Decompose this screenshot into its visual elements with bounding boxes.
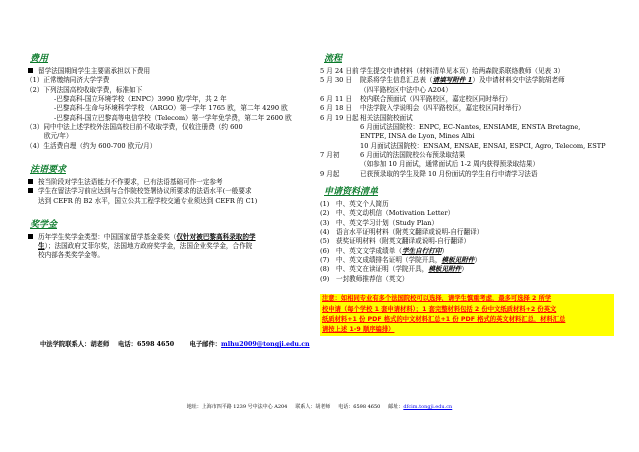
process-text: 校内联合预面试（四平路校区，嘉定校区同时举行） — [360, 94, 512, 103]
fees-item: -巴黎高科-国立巴黎高等电信学校（Telecom）第一学年免学费，第二年 2600 欧 — [54, 113, 292, 122]
materials-item: (8) 中、英文在读证明（学院开具，模板见附件） — [320, 265, 468, 274]
process-text: 6 月面试的法国院校公布预录取结果 — [360, 151, 466, 160]
scholarship-bullet: 历年学生奖学金类型：中国国家留学基金委奖（仅针对被巴黎高科录取的学 — [26, 233, 308, 242]
process-date: 5 月 24 日前 — [320, 66, 359, 75]
process-text: 10 月面试法国院校：ENSAM, ENSAE, ENSAI, ESPCI, Agro, Telecom, ESTP — [360, 141, 606, 150]
materials-item: (7) 中、英文成绩排名证明（学院开具，模板见附件） — [320, 256, 482, 265]
process-row — [320, 132, 616, 141]
footer-mail-link[interactable]: dfcim.tongji.edu.cn — [403, 404, 453, 410]
process-row — [320, 67, 616, 76]
process-date: 6 月 18 日 — [320, 104, 353, 113]
note-line: 校申请（每个学校 1 套申请材料）；1 套完整材料包括 2 份中文纸质材料+2 份英文 — [322, 305, 557, 313]
process-date — [320, 86, 360, 95]
process-text: （四平路校区中法中心 A204） — [360, 85, 452, 94]
right-column — [320, 54, 616, 336]
process-date: 6 月 19 日起 — [320, 113, 359, 122]
process-row — [320, 142, 616, 151]
process-date — [320, 123, 360, 132]
footer-mail-label: 邮址： — [388, 404, 404, 410]
process-text: 学生提交申请材料（材料清单见本页）给两森院系联络教师（见表 3） — [360, 66, 565, 75]
contact-email-link[interactable]: mlhu2009@tongji.edu.cn — [221, 341, 310, 348]
scholarship-heading: 奖学金 — [30, 219, 58, 230]
process-date: 5 月 30 日 — [320, 76, 353, 85]
language-bullet-2-cont: 达到 CEFR 的 B2 水平，国立公共工程学校交通专业须达到 CEFR 的 C1) — [38, 196, 258, 205]
process-row — [320, 76, 616, 85]
note-line: 纸质材料+1 份 PDF 格式的中文材料汇总+1 份 PDF 格式的英文材料汇总，材料汇总 — [322, 315, 566, 323]
left-column — [26, 54, 308, 261]
fees-item: 欧元/年） — [44, 132, 73, 141]
materials-item: (5) 获奖证明材料（附英文翻译或说明-自行翻译） — [320, 237, 471, 246]
contact-email-label: 电子邮件： — [189, 341, 222, 348]
bullet-icon — [28, 188, 33, 193]
process-row — [320, 170, 616, 179]
process-text: 中法学院入学说明会（四平路校区，嘉定校区同时举行） — [360, 104, 525, 113]
scholarship-bullet-cont: 生）；法国政府艾菲尔奖，法国地方政府奖学金，法国企业奖学金，合作院 — [38, 242, 253, 251]
process-row — [320, 123, 616, 132]
process-text: 院系将学生信息汇总表（请填写附件 1）及申请材料交中法学院胡老师 — [360, 76, 565, 85]
fees-intro: 留学法国期间学生主要需承担以下费用 — [26, 67, 308, 76]
process-row — [320, 160, 616, 169]
fees-item: （4）生活费自理（约为 600-700 欧元/月） — [26, 141, 157, 150]
fees-item: -巴黎高科-生命与环境科学学校 （ARGO）第一学年 1765 欧，第二年 4290 欧 — [54, 104, 288, 113]
note-box — [320, 294, 614, 336]
fees-item: -巴黎高科-国立环境学校（ENPC）3990 欧/学年，共 2 年 — [54, 94, 227, 103]
fees-item: （1）正常缴纳同济大学学费 — [26, 76, 110, 85]
process-date — [320, 132, 360, 141]
fees-item: （2）下列法国高校收取学费，标准如下 — [26, 85, 143, 94]
process-row — [320, 104, 616, 113]
footer-phone: 电话：6598 4650 — [338, 404, 381, 410]
process-date: 7 月初 — [320, 151, 340, 160]
footer — [0, 404, 639, 411]
process-heading: 流程 — [324, 54, 343, 64]
process-date — [320, 142, 360, 151]
footer-address: 地址：上海市四平路 1239 号中法中心 A204 — [186, 404, 288, 410]
materials-item: (6) 中、英文文学成绩单（学生自行打印） — [320, 246, 449, 255]
contact-line — [40, 341, 310, 350]
process-text: 已获预录取的学生及降 10 月份面试的学生自行申请学习法语 — [360, 169, 538, 178]
process-row — [320, 114, 616, 123]
process-text: ENTPE, INSA de Lyon, Mines Albi — [360, 132, 475, 141]
contact-phone-label: 电话： — [118, 341, 137, 348]
process-text: 6 月面试法国院校：ENPC, EC-Nantes, ENSIAME, ENSTA Bretagne, — [360, 122, 581, 131]
process-list — [320, 67, 616, 179]
fees-heading: 费用 — [30, 54, 49, 64]
materials-item: (3) 中、英文学习计划（Study Plan） — [320, 218, 439, 227]
materials-item: (9) 一封教师推荐信（英文） — [320, 274, 409, 283]
scholarship-bullet-cont2: 校内部各类奖学金等。 — [38, 251, 104, 260]
materials-item: (4) 语言水平证明材料（附英文翻译或说明-自行翻译） — [320, 227, 484, 236]
materials-heading: 申请资料清单 — [324, 187, 379, 198]
note-line: 注意：如相同专业有多个法国院校可以选择，请学生慎重考虑，最多可选择 2 所学 — [322, 295, 552, 303]
fees-item: （3）同中中法上述学校外法国高校目前不收取学费，仅收注册费（约 600 — [26, 122, 243, 131]
note-line: 请按上述 1-9 顺序编排） — [322, 326, 395, 334]
process-row — [320, 151, 616, 160]
contact-phone: 6598 4650 — [136, 341, 175, 348]
materials-list — [320, 200, 616, 284]
footer-person: 联系人：胡老师 — [295, 404, 331, 410]
language-bullet-1: 按当阶段对学生法语能力不作要求，已有法语基础可作一定参考 — [26, 178, 308, 187]
process-date — [320, 160, 360, 169]
process-row — [320, 86, 616, 95]
process-text: （如参加 10 月面试，通常面试后 1-2 周内获得预录取结果） — [360, 160, 540, 169]
contact-person: 中法学院联系人：胡老师 — [40, 341, 110, 348]
language-bullet-2: 学生在留法学习前应达到与合作院校签署协议所要求的法语水平(一般要求 — [26, 187, 308, 196]
bullet-icon — [28, 234, 33, 239]
materials-item: (1) 中、英文个人简历 — [320, 199, 389, 208]
process-date: 6 月 11 日 — [320, 94, 353, 103]
materials-item: (2) 中、英文动机信（Motivation Letter） — [320, 209, 455, 218]
process-date: 9 月起 — [320, 169, 340, 178]
language-heading: 法语要求 — [30, 165, 67, 176]
process-row — [320, 95, 616, 104]
bullet-icon — [28, 68, 33, 73]
bullet-icon — [28, 179, 33, 184]
process-text: 相关法国院校面试 — [360, 113, 413, 122]
